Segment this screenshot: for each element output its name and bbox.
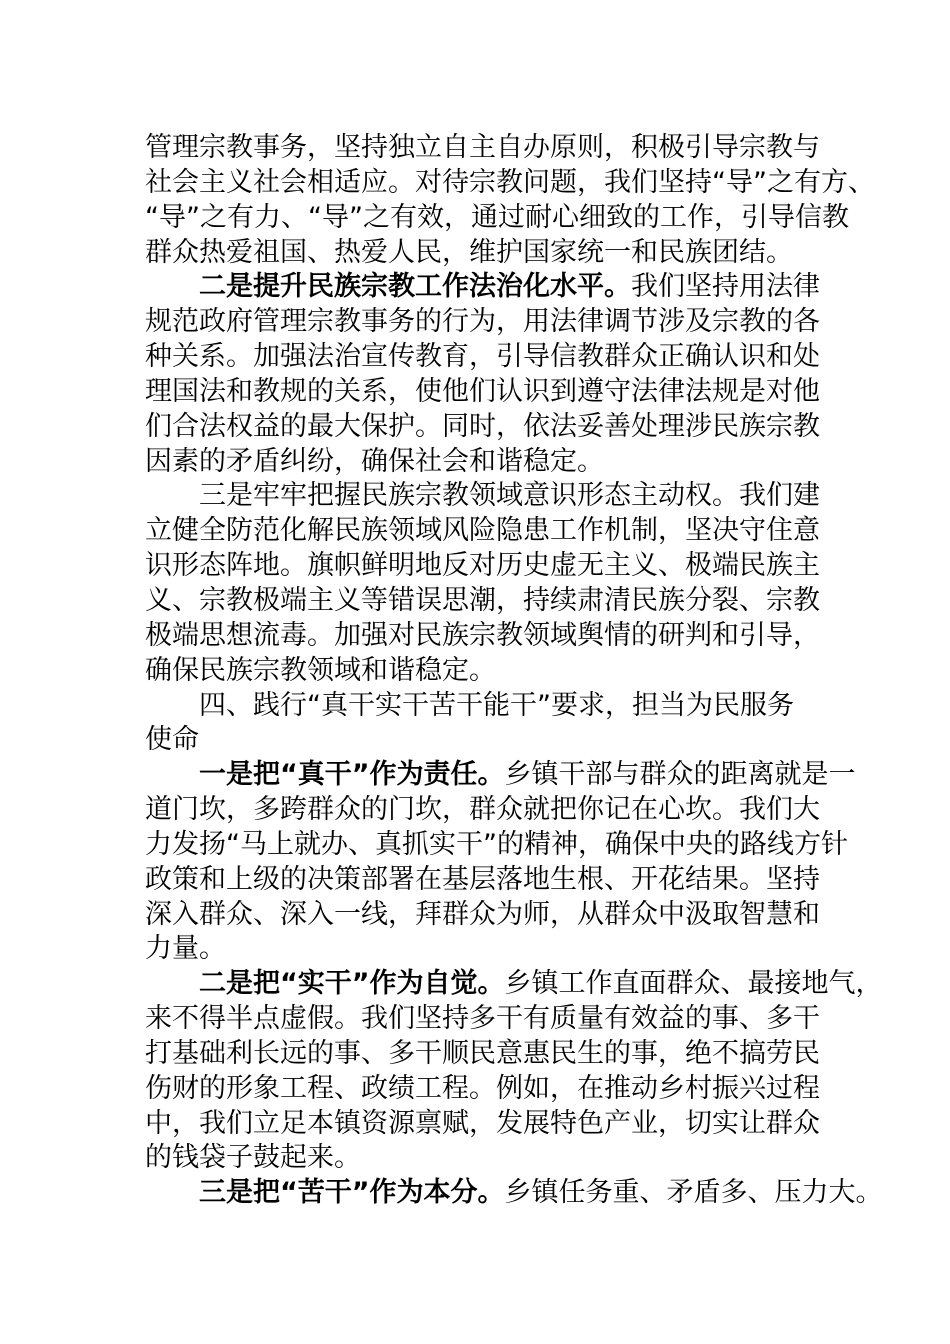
text-line bbox=[145, 549, 835, 584]
bold-lead-heading: 三是把“苦干”作为本分。 bbox=[199, 1177, 505, 1209]
text-line bbox=[145, 1141, 835, 1176]
paragraph bbox=[145, 689, 835, 759]
line-text: 乡镇工作直面群众、最接地气， bbox=[504, 968, 883, 1000]
line-text: 们合法权益的最大保护。同时，依法妥善处理涉民族宗教 bbox=[145, 410, 820, 442]
text-line bbox=[145, 967, 883, 1002]
text-line bbox=[145, 1037, 835, 1072]
text-line bbox=[145, 828, 848, 863]
text-line bbox=[145, 1072, 835, 1107]
line-text: 四、践行“真干实干苦干能干”要求，担当为民服务 bbox=[199, 689, 794, 721]
line-text: 道门坎，多跨群众的门坎，群众就把你记在心坎。我们大 bbox=[145, 794, 820, 826]
text-line bbox=[145, 654, 835, 689]
line-text: 识形态阵地。旗帜鲜明地反对历史虚无主义、极端民族主 bbox=[145, 550, 820, 582]
bold-lead-heading: 一是把“真干”作为责任。 bbox=[199, 759, 505, 791]
line-text: 深入群众、深入一线，拜群众为师，从群众中汲取智慧和 bbox=[145, 898, 820, 930]
text-line bbox=[145, 270, 835, 305]
text-line bbox=[145, 166, 875, 201]
text-line bbox=[145, 375, 835, 410]
paragraph bbox=[145, 270, 835, 479]
text-line bbox=[145, 1176, 883, 1211]
text-line bbox=[145, 131, 835, 166]
line-text: “导”之有力、“导”之有效，通过耐心细致的工作，引导信教 bbox=[145, 201, 849, 233]
text-line bbox=[145, 689, 835, 724]
text-line bbox=[145, 1002, 835, 1037]
line-text: 打基础利长远的事、多干顺民意惠民生的事，绝不搞劳民 bbox=[145, 1037, 820, 1069]
text-line bbox=[145, 479, 835, 514]
line-text: 规范政府管理宗教事务的行为，用法律调节涉及宗教的各 bbox=[145, 306, 820, 338]
text-line bbox=[145, 863, 835, 898]
line-text: 力发扬“马上就办、真抓实干”的精神，确保中央的路线方针 bbox=[145, 828, 848, 860]
text-line bbox=[145, 1107, 835, 1142]
line-text: 我们坚持用法律 bbox=[631, 271, 820, 303]
text-line bbox=[145, 340, 835, 375]
text-line bbox=[145, 758, 856, 793]
text-line bbox=[145, 201, 849, 236]
line-text: 种关系。加强法治宣传教育，引导信教群众正确认识和处 bbox=[145, 341, 820, 373]
text-line bbox=[145, 723, 835, 758]
text-line bbox=[145, 619, 835, 654]
text-line bbox=[145, 236, 835, 271]
line-text: 因素的矛盾纠纷，确保社会和谐稳定。 bbox=[145, 445, 604, 477]
paragraph bbox=[145, 758, 856, 967]
line-text: 极端思想流毒。加强对民族宗教领域舆情的研判和引导， bbox=[145, 619, 820, 651]
text-line bbox=[145, 410, 835, 445]
line-text: 义、宗教极端主义等错误思潮，持续肃清民族分裂、宗教 bbox=[145, 584, 820, 616]
text-line bbox=[145, 793, 835, 828]
line-text: 社会主义社会相适应。对待宗教问题，我们坚持“导”之有方、 bbox=[145, 166, 875, 198]
paragraph bbox=[145, 479, 835, 688]
line-text: 理国法和教规的关系，使他们认识到遵守法律法规是对他 bbox=[145, 375, 820, 407]
line-text: 管理宗教事务，坚持独立自主自办原则，积极引导宗教与 bbox=[145, 132, 820, 163]
line-text: 的钱袋子鼓起来。 bbox=[145, 1142, 361, 1174]
line-text: 三是牢牢把握民族宗教领域意识形态主动权。我们建 bbox=[199, 480, 820, 512]
text-line bbox=[145, 514, 835, 549]
bold-lead-heading: 二是把“实干”作为自觉。 bbox=[199, 968, 505, 1000]
text-line bbox=[145, 305, 835, 340]
line-text: 力量。 bbox=[145, 933, 226, 965]
line-text: 确保民族宗教领域和谐稳定。 bbox=[145, 654, 496, 686]
line-text: 伤财的形象工程、政绩工程。例如，在推动乡村振兴过程 bbox=[145, 1072, 820, 1104]
line-text: 中，我们立足本镇资源禀赋，发展特色产业，切实让群众 bbox=[145, 1107, 820, 1139]
line-text: 来不得半点虚假。我们坚持多干有质量有效益的事、多干 bbox=[145, 1003, 820, 1035]
paragraph bbox=[145, 967, 883, 1176]
line-text: 政策和上级的决策部署在基层落地生根、开花结果。坚持 bbox=[145, 863, 820, 895]
line-text: 乡镇干部与群众的距离就是一 bbox=[504, 759, 856, 791]
line-text: 乡镇任务重、矛盾多、压力大。 bbox=[504, 1177, 883, 1209]
line-text: 使命 bbox=[145, 724, 199, 756]
text-line bbox=[145, 932, 835, 967]
text-line bbox=[145, 445, 835, 480]
paragraph bbox=[145, 131, 875, 270]
document-body bbox=[145, 131, 883, 1211]
text-line bbox=[145, 584, 835, 619]
line-text: 群众热爱祖国、热爱人民，维护国家统一和民族团结。 bbox=[145, 236, 793, 268]
paragraph bbox=[145, 1176, 883, 1211]
text-line bbox=[145, 898, 835, 933]
line-text: 立健全防范化解民族领域风险隐患工作机制，坚决守住意 bbox=[145, 515, 820, 547]
bold-lead-heading: 二是提升民族宗教工作法治化水平。 bbox=[199, 271, 631, 303]
